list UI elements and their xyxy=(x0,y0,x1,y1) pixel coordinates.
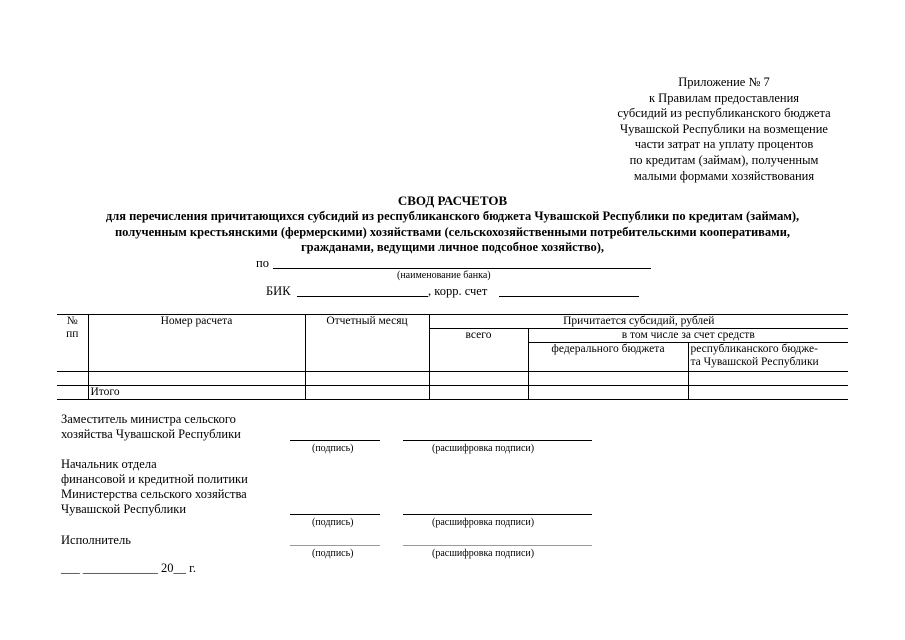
table-cell[interactable] xyxy=(429,386,528,400)
signature-caption: (подпись) xyxy=(312,443,354,454)
col-total-header: всего xyxy=(429,329,528,372)
col-number-line1: № xyxy=(66,315,78,327)
table-cell[interactable] xyxy=(88,372,305,386)
col-including-header: в том числе за счет средств xyxy=(528,329,848,343)
table-cell[interactable] xyxy=(429,372,528,386)
appendix-note xyxy=(590,75,858,184)
table-cell[interactable] xyxy=(305,386,429,400)
col-month-header: Отчетный месяц xyxy=(305,315,429,372)
signature-caption: (подпись) xyxy=(312,517,354,528)
col-number-line2: пп xyxy=(66,328,79,340)
calculations-table xyxy=(57,314,848,400)
col-number-header xyxy=(57,315,88,372)
korr-label: , корр. счет xyxy=(428,284,488,298)
table-cell[interactable] xyxy=(305,372,429,386)
col-federal-header: федерального бюджета xyxy=(528,343,688,372)
appendix-line: малыми формами хозяйствования xyxy=(633,168,815,183)
head-line: Чувашской Республики xyxy=(61,502,187,516)
col-account-header: Номер расчета xyxy=(88,315,305,372)
deputy-decoding-field[interactable] xyxy=(403,440,592,441)
table-row xyxy=(57,372,848,386)
table-cell[interactable] xyxy=(688,372,848,386)
bik-field[interactable] xyxy=(297,296,428,297)
head-line: финансовой и кредитной политики xyxy=(61,472,248,486)
appendix-line: Чувашской Республики на возмещение xyxy=(620,121,828,136)
head-decoding-field[interactable] xyxy=(403,514,592,515)
po-label: по xyxy=(256,256,269,270)
document-subtitle xyxy=(40,209,865,256)
date-line[interactable]: ___ ____________ 20__ г. xyxy=(61,561,196,575)
decoding-caption: (расшифровка подписи) xyxy=(432,517,535,528)
col-republic-line1: республиканского бюдже- xyxy=(690,343,818,355)
appendix-line: к Правилам предоставления xyxy=(648,90,800,105)
korr-account-field[interactable] xyxy=(499,296,639,297)
subtitle-line: гражданами, ведущими личное подсобное хозяйство), xyxy=(300,240,605,255)
decoding-caption: (расшифровка подписи) xyxy=(432,443,535,454)
head-line: Министерства сельского хозяйства xyxy=(61,487,247,501)
appendix-line: части затрат на уплату процентов xyxy=(634,137,814,152)
deputy-minister-title xyxy=(61,412,241,442)
total-label: Итого xyxy=(88,386,305,400)
bank-name-field[interactable] xyxy=(273,268,651,269)
table-cell[interactable] xyxy=(528,372,688,386)
executor-signature-field[interactable] xyxy=(290,545,380,546)
signature-caption: (подпись) xyxy=(312,548,354,559)
document-title: СВОД РАСЧЕТОВ xyxy=(397,193,508,208)
deputy-line: Заместитель министра сельского xyxy=(61,412,236,426)
deputy-signature-field[interactable] xyxy=(290,440,380,441)
table-cell[interactable] xyxy=(57,372,88,386)
executor-decoding-field[interactable] xyxy=(403,545,592,546)
subtitle-line: для перечисления причитающихся субсидий из республиканского бюджета Чувашской Республики по кредитам (займам), xyxy=(105,209,800,223)
executor-label: Исполнитель xyxy=(61,533,131,547)
table-cell xyxy=(57,386,88,400)
head-line: Начальник отдела xyxy=(61,457,157,471)
table-cell[interactable] xyxy=(528,386,688,400)
head-signature-field[interactable] xyxy=(290,514,380,515)
table-total-row xyxy=(57,386,848,400)
table-cell[interactable] xyxy=(688,386,848,400)
bank-caption: (наименование банка) xyxy=(397,270,491,281)
col-republic-line2: та Чувашской Республики xyxy=(690,356,819,368)
appendix-line: по кредитам (займам), полученным xyxy=(629,152,819,167)
deputy-line: хозяйства Чувашской Республики xyxy=(61,427,241,441)
appendix-line: Приложение № 7 xyxy=(678,75,770,89)
bik-label: БИК xyxy=(266,284,291,298)
subtitle-line: полученным крестьянскими (фермерскими) хозяйствами (сельскохозяйственными потребительскими кооперативами, xyxy=(114,224,791,239)
decoding-caption: (расшифровка подписи) xyxy=(432,548,535,559)
appendix-line: субсидий из республиканского бюджета xyxy=(617,106,831,121)
col-subsidies-header: Причитается субсидий, рублей xyxy=(429,315,848,329)
col-republic-header xyxy=(688,343,848,372)
department-head-title xyxy=(61,457,248,517)
